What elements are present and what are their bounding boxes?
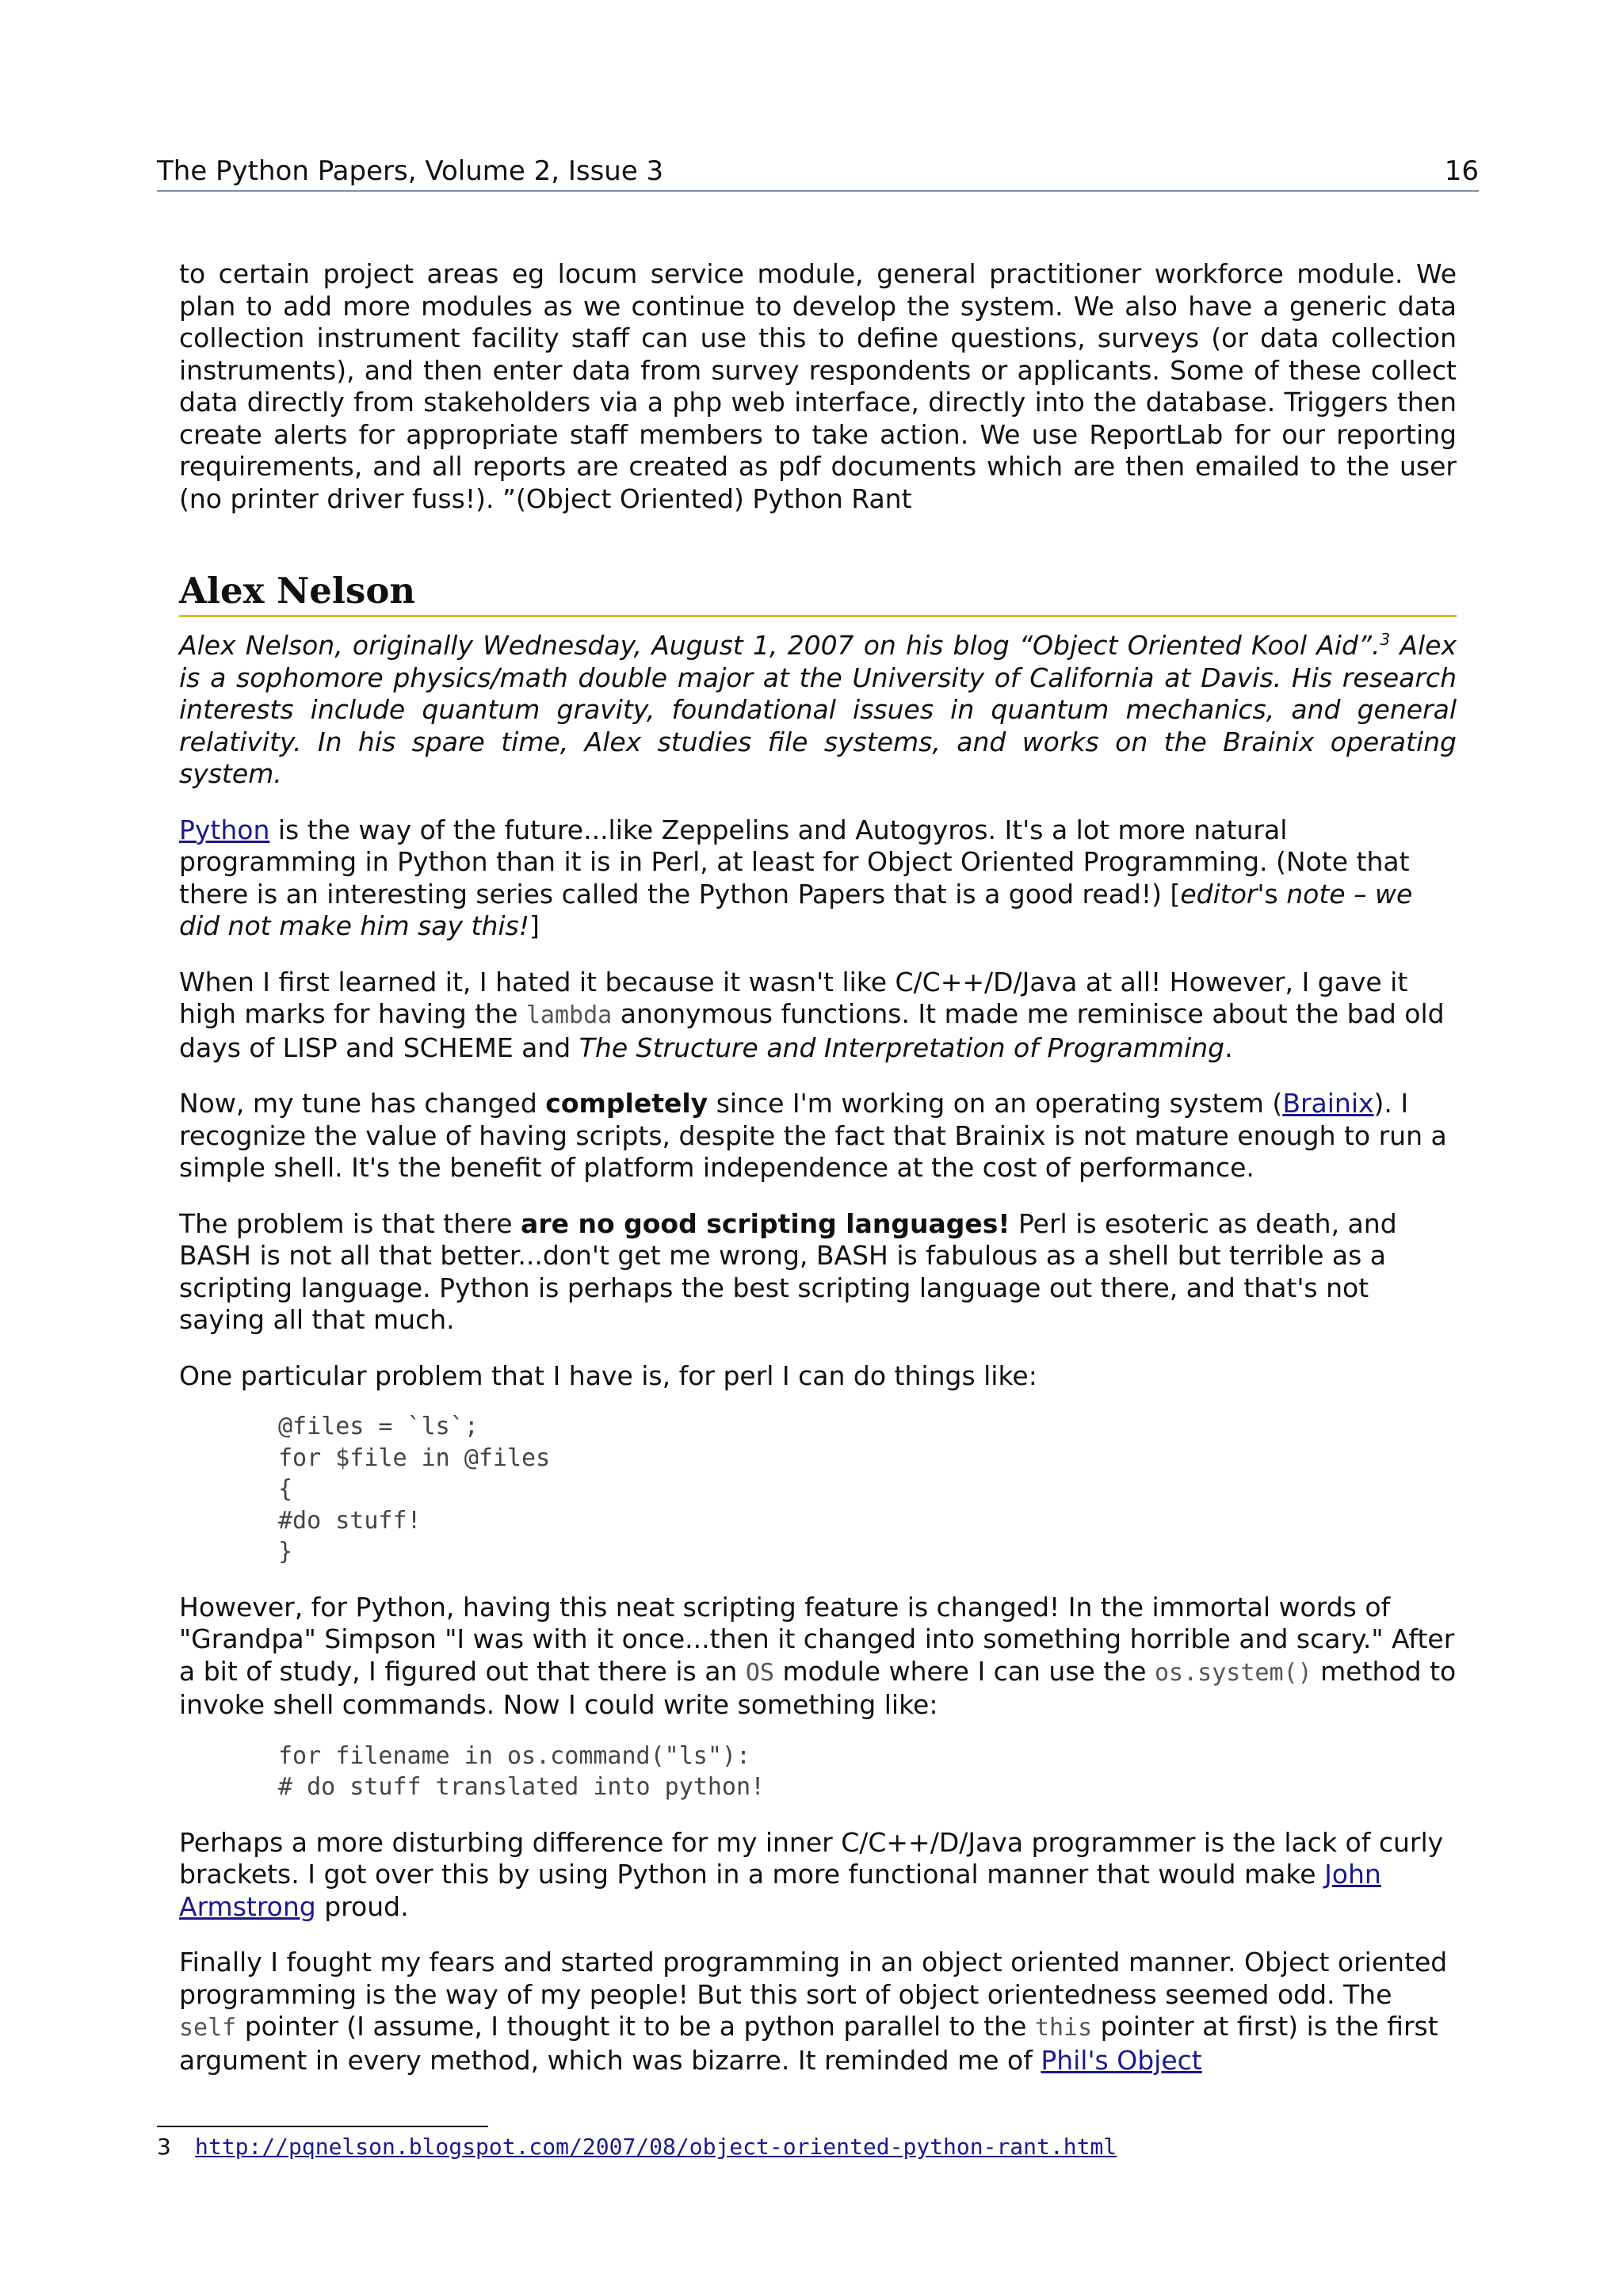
perl-code-block: @files = `ls`; for $file in @files { #do stuff! } [278,1413,551,1566]
page-body [179,258,1457,2100]
page-number: 16 [1444,155,1479,187]
section-heading: Alex Nelson [179,569,1457,617]
footnote [157,2134,1117,2161]
phils-object-link[interactable]: Phil's Object [1041,2044,1202,2076]
journal-title: The Python Papers, Volume 2, Issue 3 [157,155,664,187]
paragraph-curly-brackets: Perhaps a more disturbing difference for my inner C/C++/D/Java programmer is the lack of curly brackets. I got over this by using Python in a more functional manner that would make John Armstrong proud. [179,1826,1444,1922]
author-bio: Alex is a sophomore physics/math double major at the University of California at Davis. His research interests include quantum gravity, foundational issues in quantum mechanics, and general relativity. In his spare time, Alex studies file systems, and works on the Brainix operating system. [179,630,1457,789]
paragraph-tune-changed: Now, my tune has changed completely since I'm working on an operating system (Brainix). I recognize the value of having scripts, despite the fact that Brainix is not mature enough to run a simple shell. It's the benefit of platform independence at the cost of performance. [179,1088,1447,1183]
inline-code-this: this [1034,2014,1093,2042]
intro-paragraph: to certain project areas eg locum service module, general practitioner workforce module. We plan to add more modules as we continue to develop the system. We also have a generic data collection instrument facility staff can use this to define questions, surveys (or data collection instruments), and then enter data from survey respondents or applicants. Some of these collect data directly from stakeholders via a php web interface, directly into the database. Triggers then create alerts for appropriate staff members to take action. We use ReportLab for our reporting requirements, and all reports are created as pdf documents which are then emailed to the user (no printer driver fuss!). ”(Object Oriented) Python Rant [179,258,1457,514]
inline-code-self: self [179,2014,237,2042]
python-link[interactable]: Python [179,814,270,845]
book-title: The Structure and Interpretation of Programming [579,1032,1225,1063]
paragraph-problem: The problem is that there are no good scripting languages! Perl is esoteric as death, and BASH is not all that better...don't get me wrong, BASH is fabulous as a shell but terrible as a scripting language. Python is perhaps the best scripting language out there, and that's not saying all that much. [179,1207,1397,1335]
footnote-number: 3 [157,2134,171,2160]
john-armstrong-link[interactable]: John Armstrong [179,1859,1381,1922]
paragraph-perl-intro: One particular problem that I have is, for perl I can do things like: [179,1360,1037,1391]
brainix-link[interactable]: Brainix [1282,1088,1374,1119]
inline-code-lambda: lambda [525,1001,613,1029]
footnote-separator [157,2126,488,2127]
paragraph-first-learned: When I first learned it, I hated it because it wasn't like C/C++/D/Java at all! However, I gave it high marks for having the lambda anonymous functions. It made me reminisce about the bad old days of LISP and SCHEME and The Structure and Interpretation of Programming. [179,966,1445,1063]
author-byline [179,630,1457,791]
footnote-ref[interactable]: 3 [1380,630,1391,649]
paragraph-python-future: Python is the way of the future...like Zeppelins and Autogyros. It's a lot more natural programming in Python than it is in Perl, at least for Object Oriented Programming. (Note that there is an interesting series called the Python Papers that is a good read!) [editor's note – we did not make him say this!] [179,814,1413,941]
inline-code-os-system: os.system() [1154,1658,1312,1687]
byline-text: Alex Nelson, originally Wednesday, August 1, 2007 on his blog “Object Oriented Kool Aid”. [179,630,1381,661]
footnote-url-link[interactable]: http://pqnelson.blogspot.com/2007/08/object-oriented-python-rant.html [195,2134,1117,2160]
python-code-block: for filename in os.command("ls"): # do stuff translated into python! [278,1741,766,1801]
running-header [157,155,1479,192]
paragraph-however: However, for Python, having this neat scripting feature is changed! In the immortal words of "Grandpa" Simpson "I was with it once...then it changed into something horrible and scary." After a bit of study, I figured out that there is an OS module where I can use the os.system() method to invoke shell commands. Now I could write something like: [179,1591,1457,1720]
inline-code-os: OS [745,1658,774,1687]
paragraph-object-oriented: Finally I fought my fears and started programming in an object oriented manner. Object oriented programming is the way of my people! But this sort of object orientedness seemed odd. The self pointer (I assume, I thought it to be a python parallel to the this pointer at first) is the first argument in every method, which was bizarre. It reminded me of Phil's Object [179,1947,1448,2076]
